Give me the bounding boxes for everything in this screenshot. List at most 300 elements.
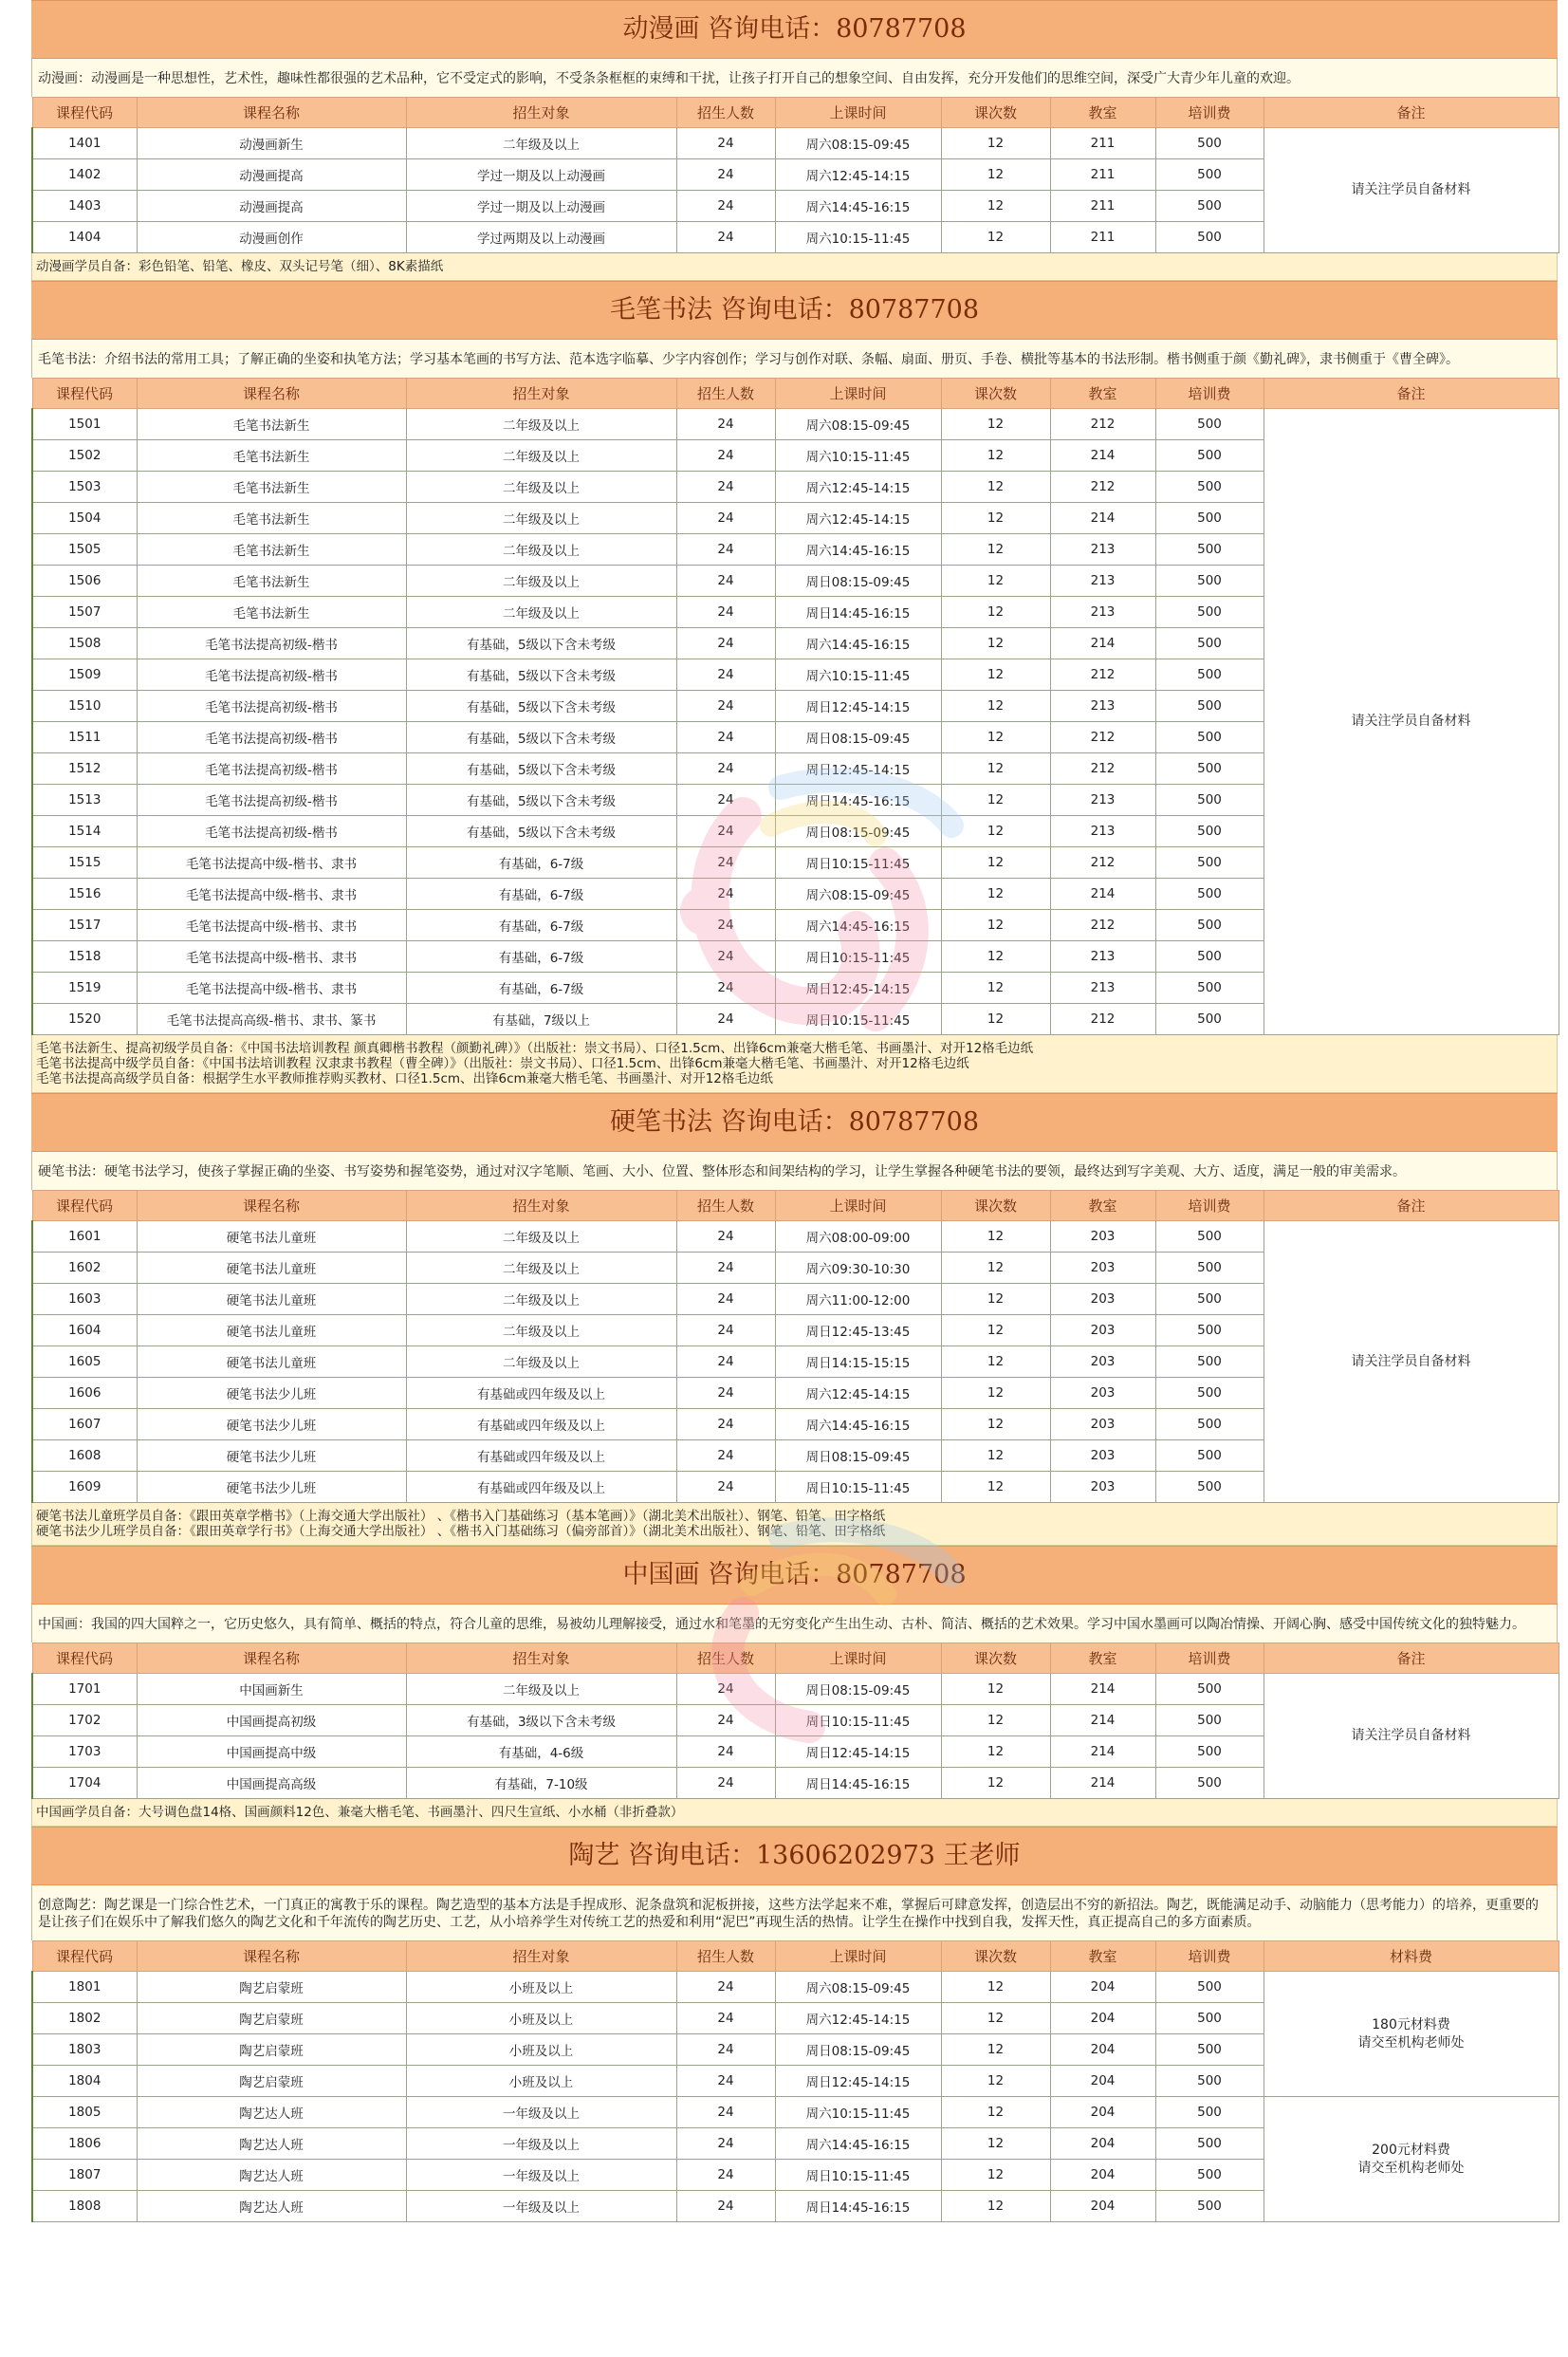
column-header: 课次数 [941, 1191, 1050, 1221]
column-header: 上课时间 [775, 379, 941, 409]
table-cell: 12 [941, 1674, 1050, 1705]
table-cell: 毛笔书法新生 [137, 409, 406, 440]
table-cell: 12 [941, 691, 1050, 722]
table-cell: 12 [941, 2097, 1050, 2128]
table-cell: 213 [1050, 566, 1155, 597]
table-cell: 12 [941, 910, 1050, 941]
table-cell: 周日08:15-09:45 [775, 722, 941, 753]
table-cell: 12 [941, 1736, 1050, 1768]
column-header: 课程代码 [32, 1643, 137, 1674]
table-cell: 1604 [32, 1315, 137, 1346]
table-cell: 毛笔书法新生 [137, 503, 406, 534]
table-cell: 204 [1050, 2128, 1155, 2160]
table-row [32, 128, 1559, 159]
table-cell: 有基础或四年级及以上 [406, 1472, 676, 1503]
table-cell: 毛笔书法提高中级-楷书、隶书 [137, 910, 406, 941]
header-row [32, 1643, 1559, 1674]
table-cell: 1518 [32, 941, 137, 973]
table-cell: 12 [941, 753, 1050, 785]
table-cell: 周六14:45-16:15 [775, 910, 941, 941]
header-row [32, 1191, 1559, 1221]
table-cell: 1401 [32, 128, 137, 159]
table-cell: 周六14:45-16:15 [775, 534, 941, 566]
table-cell: 500 [1155, 691, 1264, 722]
table-cell: 1608 [32, 1440, 137, 1472]
table-cell: 12 [941, 1378, 1050, 1409]
table-cell: 1507 [32, 597, 137, 628]
footer-line: 硬笔书法少儿班学员自备：《跟田英章学行书》（上海交通大学出版社） 、《楷书入门基础练习（偏旁部首）》（湖北美术出版社）、钢笔、铅笔、田字格纸 [36, 1524, 886, 1539]
table-cell: 204 [1050, 2191, 1155, 2222]
table-cell: 12 [941, 1409, 1050, 1440]
table-cell: 500 [1155, 659, 1264, 691]
table-cell: 24 [676, 973, 775, 1004]
table-cell: 1512 [32, 753, 137, 785]
section-description: 创意陶艺：陶艺课是一门综合性艺术，一门真正的寓教于乐的课程。陶艺造型的基本方法是手捏成形、泥条盘筑和泥板拼接，这些方法学起来不难，掌握后可肆意发挥，创造层出不穷的新招法。陶艺，既能满足动手、动脑能力（思考能力）的培养，更重要的是让孩子们在娱乐中了解我们悠久的陶艺文化和千年流传的陶艺历史、工艺，从小培养学生对传统工艺的热爱和利用“泥巴”再现生活的热情。让学生在操作中找到自我，发挥天性，真正提高自己的多方面素质。 [31, 1885, 1558, 1940]
column-header: 备注 [1264, 379, 1559, 409]
table-cell: 214 [1050, 1674, 1155, 1705]
table-cell: 周日14:45-16:15 [775, 785, 941, 816]
table-cell: 24 [676, 2003, 775, 2034]
table-cell: 二年级及以上 [406, 1315, 676, 1346]
table-cell: 500 [1155, 128, 1264, 159]
table-row [32, 409, 1559, 440]
course-table [31, 378, 1559, 1035]
table-cell: 硬笔书法少儿班 [137, 1472, 406, 1503]
table-cell: 204 [1050, 2160, 1155, 2191]
table-cell: 周日12:45-14:15 [775, 753, 941, 785]
column-header: 课程代码 [32, 379, 137, 409]
table-cell: 12 [941, 222, 1050, 253]
table-cell: 12 [941, 1315, 1050, 1346]
column-header: 课程名称 [137, 1941, 406, 1972]
section-footer [31, 1035, 1558, 1093]
table-cell: 周六12:45-14:15 [775, 2003, 941, 2034]
table-cell: 周日10:15-11:45 [775, 941, 941, 973]
column-header: 上课时间 [775, 1941, 941, 1972]
section-footer [31, 253, 1558, 281]
column-header: 上课时间 [775, 1643, 941, 1674]
table-cell: 周日08:15-09:45 [775, 1674, 941, 1705]
column-header: 招生对象 [406, 1941, 676, 1972]
table-cell: 24 [676, 1409, 775, 1440]
column-header: 课次数 [941, 1643, 1050, 1674]
table-cell: 1504 [32, 503, 137, 534]
table-cell: 周日12:45-14:15 [775, 2066, 941, 2097]
table-cell: 1803 [32, 2034, 137, 2066]
table-cell: 24 [676, 816, 775, 847]
table-cell: 周日14:45-16:15 [775, 597, 941, 628]
table-cell: 周日12:45-14:15 [775, 973, 941, 1004]
table-cell: 12 [941, 1768, 1050, 1799]
table-cell: 12 [941, 722, 1050, 753]
table-cell: 1802 [32, 2003, 137, 2034]
table-cell: 1506 [32, 566, 137, 597]
table-cell: 500 [1155, 1768, 1264, 1799]
table-cell: 二年级及以上 [406, 1284, 676, 1315]
table-cell: 毛笔书法提高初级-楷书 [137, 722, 406, 753]
table-cell: 二年级及以上 [406, 566, 676, 597]
table-cell: 有基础，3级以下含未考级 [406, 1705, 676, 1736]
column-header: 教室 [1050, 379, 1155, 409]
header-row [32, 379, 1559, 409]
note-cell: 请关注学员自备材料 [1264, 1674, 1559, 1799]
table-cell: 陶艺启蒙班 [137, 2034, 406, 2066]
table-cell: 周日10:15-11:45 [775, 2160, 941, 2191]
table-body [32, 409, 1559, 1035]
table-cell: 500 [1155, 628, 1264, 659]
table-cell: 1508 [32, 628, 137, 659]
table-cell: 毛笔书法提高中级-楷书、隶书 [137, 973, 406, 1004]
table-cell: 毛笔书法提高高级-楷书、隶书、篆书 [137, 1004, 406, 1035]
table-cell: 500 [1155, 1705, 1264, 1736]
table-cell: 1513 [32, 785, 137, 816]
table-row [32, 2097, 1559, 2128]
table-cell: 一年级及以上 [406, 2097, 676, 2128]
table-cell: 24 [676, 659, 775, 691]
column-header: 教室 [1050, 98, 1155, 128]
table-cell: 500 [1155, 409, 1264, 440]
schedule-page [31, 0, 1558, 2222]
table-cell: 12 [941, 847, 1050, 879]
course-table [31, 1642, 1559, 1799]
table-cell: 212 [1050, 753, 1155, 785]
footer-line: 毛笔书法提高高级学员自备：根据学生水平教师推荐购买教材、口径1.5cm、出锋6cm兼毫大楷毛笔、书画墨汁、对开12格毛边纸 [36, 1071, 773, 1086]
table-cell: 500 [1155, 2097, 1264, 2128]
table-cell: 12 [941, 2066, 1050, 2097]
table-cell: 212 [1050, 409, 1155, 440]
column-header: 课程名称 [137, 379, 406, 409]
table-cell: 毛笔书法新生 [137, 534, 406, 566]
table-cell: 500 [1155, 1736, 1264, 1768]
table-cell: 500 [1155, 2191, 1264, 2222]
table-cell: 周六12:45-14:15 [775, 472, 941, 503]
course-section [31, 1827, 1558, 2222]
note-cell: 200元材料费 请交至机构老师处 [1264, 2097, 1559, 2222]
table-cell: 24 [676, 222, 775, 253]
table-cell: 204 [1050, 2066, 1155, 2097]
column-header: 教室 [1050, 1941, 1155, 1972]
table-cell: 24 [676, 2191, 775, 2222]
table-cell: 有基础，5级以下含未考级 [406, 628, 676, 659]
table-cell: 1601 [32, 1221, 137, 1253]
table-cell: 二年级及以上 [406, 128, 676, 159]
table-cell: 24 [676, 628, 775, 659]
note-cell: 请关注学员自备材料 [1264, 409, 1559, 1035]
table-cell: 212 [1050, 659, 1155, 691]
table-cell: 1517 [32, 910, 137, 941]
table-cell: 12 [941, 816, 1050, 847]
table-cell: 1605 [32, 1346, 137, 1378]
column-header: 课次数 [941, 1941, 1050, 1972]
table-cell: 500 [1155, 1378, 1264, 1409]
table-cell: 小班及以上 [406, 2066, 676, 2097]
table-cell: 24 [676, 1736, 775, 1768]
table-cell: 211 [1050, 222, 1155, 253]
course-section [31, 1546, 1558, 1827]
table-cell: 毛笔书法新生 [137, 566, 406, 597]
table-cell: 1510 [32, 691, 137, 722]
column-header: 课程名称 [137, 98, 406, 128]
table-cell: 500 [1155, 722, 1264, 753]
table-cell: 动漫画提高 [137, 191, 406, 222]
table-cell: 12 [941, 1472, 1050, 1503]
table-cell: 毛笔书法提高中级-楷书、隶书 [137, 847, 406, 879]
table-cell: 陶艺达人班 [137, 2191, 406, 2222]
table-cell: 有基础或四年级及以上 [406, 1440, 676, 1472]
table-cell: 24 [676, 191, 775, 222]
table-cell: 一年级及以上 [406, 2160, 676, 2191]
table-cell: 213 [1050, 597, 1155, 628]
column-header: 培训费 [1155, 1643, 1264, 1674]
table-cell: 周六10:15-11:45 [775, 440, 941, 472]
table-cell: 二年级及以上 [406, 503, 676, 534]
table-cell: 周六12:45-14:15 [775, 503, 941, 534]
table-row [32, 1221, 1559, 1253]
course-section [31, 0, 1558, 281]
table-cell: 硬笔书法儿童班 [137, 1221, 406, 1253]
column-header: 招生对象 [406, 379, 676, 409]
table-cell: 二年级及以上 [406, 1221, 676, 1253]
table-cell: 213 [1050, 785, 1155, 816]
table-cell: 小班及以上 [406, 1972, 676, 2003]
table-cell: 毛笔书法提高中级-楷书、隶书 [137, 941, 406, 973]
column-header: 课次数 [941, 98, 1050, 128]
table-cell: 24 [676, 503, 775, 534]
footer-line: 毛笔书法提高中级学员自备：《中国书法培训教程 汉隶隶书教程（曹全碑）》（出版社：崇文书局）、口径1.5cm、出锋6cm兼毫大楷毛笔、书画墨汁、对开12格毛边纸 [36, 1056, 969, 1071]
table-cell: 12 [941, 1440, 1050, 1472]
column-header: 课程代码 [32, 1941, 137, 1972]
table-cell: 500 [1155, 1004, 1264, 1035]
table-cell: 24 [676, 1768, 775, 1799]
table-cell: 有基础，6-7级 [406, 879, 676, 910]
column-header: 招生人数 [676, 1191, 775, 1221]
table-cell: 毛笔书法提高初级-楷书 [137, 659, 406, 691]
table-cell: 24 [676, 1253, 775, 1284]
table-cell: 周日10:15-11:45 [775, 1472, 941, 1503]
table-cell: 1519 [32, 973, 137, 1004]
section-footer [31, 1799, 1558, 1827]
table-cell: 周六14:45-16:15 [775, 628, 941, 659]
section-title: 中国画 咨询电话：80787708 [31, 1546, 1558, 1605]
table-cell: 周六12:45-14:15 [775, 1378, 941, 1409]
table-body [32, 128, 1559, 253]
table-cell: 二年级及以上 [406, 1674, 676, 1705]
table-cell: 一年级及以上 [406, 2128, 676, 2160]
table-cell: 204 [1050, 2034, 1155, 2066]
table-cell: 12 [941, 785, 1050, 816]
table-cell: 24 [676, 1472, 775, 1503]
table-cell: 24 [676, 440, 775, 472]
table-cell: 陶艺启蒙班 [137, 1972, 406, 2003]
table-cell: 500 [1155, 472, 1264, 503]
table-cell: 1501 [32, 409, 137, 440]
table-cell: 211 [1050, 159, 1155, 191]
table-cell: 有基础，5级以下含未考级 [406, 785, 676, 816]
course-table [31, 1940, 1559, 2222]
table-cell: 周六08:00-09:00 [775, 1221, 941, 1253]
table-cell: 500 [1155, 753, 1264, 785]
table-body [32, 1674, 1559, 1799]
table-cell: 硬笔书法儿童班 [137, 1284, 406, 1315]
table-cell: 周日12:45-13:45 [775, 1315, 941, 1346]
table-cell: 毛笔书法提高初级-楷书 [137, 628, 406, 659]
table-cell: 24 [676, 597, 775, 628]
table-cell: 500 [1155, 1221, 1264, 1253]
table-cell: 学过一期及以上动漫画 [406, 159, 676, 191]
section-title: 动漫画 咨询电话：80787708 [31, 0, 1558, 59]
table-cell: 12 [941, 159, 1050, 191]
column-header: 材料费 [1264, 1941, 1559, 1972]
table-cell: 204 [1050, 2003, 1155, 2034]
table-cell: 有基础，6-7级 [406, 910, 676, 941]
table-cell: 12 [941, 1972, 1050, 2003]
column-header: 备注 [1264, 1643, 1559, 1674]
table-cell: 1703 [32, 1736, 137, 1768]
table-cell: 硬笔书法少儿班 [137, 1378, 406, 1409]
table-cell: 24 [676, 1440, 775, 1472]
table-cell: 1607 [32, 1409, 137, 1440]
table-cell: 动漫画新生 [137, 128, 406, 159]
table-cell: 500 [1155, 2003, 1264, 2034]
section-description: 中国画：我国的四大国粹之一，它历史悠久，具有简单、概括的特点，符合儿童的思维，易被幼儿理解接受，通过水和笔墨的无穷变化产生出生动、古朴、简洁、概括的艺术效果。学习中国水墨画可以陶冶情操、开阔心胸、感受中国传统文化的独特魅力。 [31, 1605, 1558, 1642]
table-cell: 周日08:15-09:45 [775, 816, 941, 847]
table-cell: 二年级及以上 [406, 597, 676, 628]
table-cell: 毛笔书法提高中级-楷书、隶书 [137, 879, 406, 910]
table-cell: 24 [676, 847, 775, 879]
table-cell: 1702 [32, 1705, 137, 1736]
table-cell: 203 [1050, 1284, 1155, 1315]
table-cell: 213 [1050, 691, 1155, 722]
table-cell: 214 [1050, 1736, 1155, 1768]
table-cell: 有基础，4-6级 [406, 1736, 676, 1768]
table-cell: 211 [1050, 191, 1155, 222]
table-cell: 1807 [32, 2160, 137, 2191]
course-sections [31, 0, 1558, 2222]
table-cell: 一年级及以上 [406, 2191, 676, 2222]
table-cell: 203 [1050, 1315, 1155, 1346]
table-cell: 500 [1155, 879, 1264, 910]
table-cell: 24 [676, 1284, 775, 1315]
table-cell: 1502 [32, 440, 137, 472]
table-cell: 学过两期及以上动漫画 [406, 222, 676, 253]
table-cell: 212 [1050, 472, 1155, 503]
table-cell: 二年级及以上 [406, 1346, 676, 1378]
table-cell: 500 [1155, 534, 1264, 566]
table-cell: 有基础，5级以下含未考级 [406, 659, 676, 691]
table-cell: 周六08:15-09:45 [775, 1972, 941, 2003]
header-row [32, 98, 1559, 128]
table-cell: 1520 [32, 1004, 137, 1035]
table-cell: 陶艺达人班 [137, 2128, 406, 2160]
table-cell: 24 [676, 2034, 775, 2066]
table-cell: 203 [1050, 1378, 1155, 1409]
table-cell: 213 [1050, 816, 1155, 847]
column-header: 培训费 [1155, 1191, 1264, 1221]
table-cell: 中国画新生 [137, 1674, 406, 1705]
column-header: 备注 [1264, 1191, 1559, 1221]
table-cell: 500 [1155, 440, 1264, 472]
table-cell: 周日10:15-11:45 [775, 847, 941, 879]
table-cell: 24 [676, 1221, 775, 1253]
table-cell: 24 [676, 2160, 775, 2191]
table-cell: 24 [676, 566, 775, 597]
table-cell: 1606 [32, 1378, 137, 1409]
column-header: 招生人数 [676, 379, 775, 409]
table-cell: 24 [676, 2097, 775, 2128]
table-cell: 500 [1155, 941, 1264, 973]
table-cell: 24 [676, 2066, 775, 2097]
table-cell: 12 [941, 1004, 1050, 1035]
column-header: 上课时间 [775, 98, 941, 128]
table-cell: 1403 [32, 191, 137, 222]
table-cell: 12 [941, 2034, 1050, 2066]
table-cell: 24 [676, 1004, 775, 1035]
column-header: 招生人数 [676, 98, 775, 128]
table-cell: 203 [1050, 1472, 1155, 1503]
table-cell: 500 [1155, 1674, 1264, 1705]
table-cell: 12 [941, 503, 1050, 534]
header-row [32, 1941, 1559, 1972]
table-cell: 有基础，6-7级 [406, 973, 676, 1004]
table-cell: 12 [941, 2160, 1050, 2191]
column-header: 教室 [1050, 1643, 1155, 1674]
table-cell: 硬笔书法少儿班 [137, 1409, 406, 1440]
note-cell: 请关注学员自备材料 [1264, 128, 1559, 253]
table-cell: 1609 [32, 1472, 137, 1503]
table-cell: 周日14:45-16:15 [775, 2191, 941, 2222]
table-cell: 203 [1050, 1253, 1155, 1284]
table-cell: 有基础，5级以下含未考级 [406, 753, 676, 785]
table-cell: 1514 [32, 816, 137, 847]
table-cell: 周日08:15-09:45 [775, 1440, 941, 1472]
table-cell: 中国画提高初级 [137, 1705, 406, 1736]
table-cell: 周六11:00-12:00 [775, 1284, 941, 1315]
table-cell: 500 [1155, 785, 1264, 816]
table-cell: 陶艺达人班 [137, 2160, 406, 2191]
table-cell: 24 [676, 691, 775, 722]
table-cell: 1516 [32, 879, 137, 910]
column-header: 课程名称 [137, 1191, 406, 1221]
table-cell: 1603 [32, 1284, 137, 1315]
table-cell: 214 [1050, 879, 1155, 910]
course-section [31, 281, 1558, 1093]
table-cell: 203 [1050, 1346, 1155, 1378]
course-section [31, 1093, 1558, 1546]
table-cell: 24 [676, 785, 775, 816]
footer-line: 毛笔书法新生、提高初级学员自备：《中国书法培训教程 颜真卿楷书教程（颜勤礼碑）》（出版社：崇文书局）、口径1.5cm、出锋6cm兼毫大楷毛笔、书画墨汁、对开12格毛边纸 [36, 1041, 1034, 1056]
table-cell: 有基础，6-7级 [406, 847, 676, 879]
table-cell: 213 [1050, 534, 1155, 566]
table-cell: 周六14:45-16:15 [775, 191, 941, 222]
table-cell: 二年级及以上 [406, 409, 676, 440]
table-cell: 204 [1050, 2097, 1155, 2128]
table-cell: 周日10:15-11:45 [775, 1705, 941, 1736]
table-cell: 周日12:45-14:15 [775, 691, 941, 722]
table-header [32, 1941, 1559, 1972]
section-description: 毛笔书法：介绍书法的常用工具；了解正确的坐姿和执笔方法；学习基本笔画的书写方法、范本选字临摹、少字内容创作；学习与创作对联、条幅、扇面、册页、手卷、横批等基本的书法形制。楷书侧重于颜《勤礼碑》，隶书侧重于《曹全碑》。 [31, 340, 1558, 378]
table-cell: 周六10:15-11:45 [775, 2097, 941, 2128]
course-table [31, 97, 1559, 253]
section-title: 陶艺 咨询电话：13606202973 王老师 [31, 1827, 1558, 1885]
table-cell: 500 [1155, 910, 1264, 941]
table-cell: 有基础，6-7级 [406, 941, 676, 973]
table-cell: 周日10:15-11:45 [775, 1004, 941, 1035]
table-cell: 周六12:45-14:15 [775, 159, 941, 191]
note-cell: 180元材料费 请交至机构老师处 [1264, 1972, 1559, 2097]
table-cell: 陶艺启蒙班 [137, 2003, 406, 2034]
table-row [32, 1972, 1559, 2003]
table-cell: 12 [941, 2191, 1050, 2222]
